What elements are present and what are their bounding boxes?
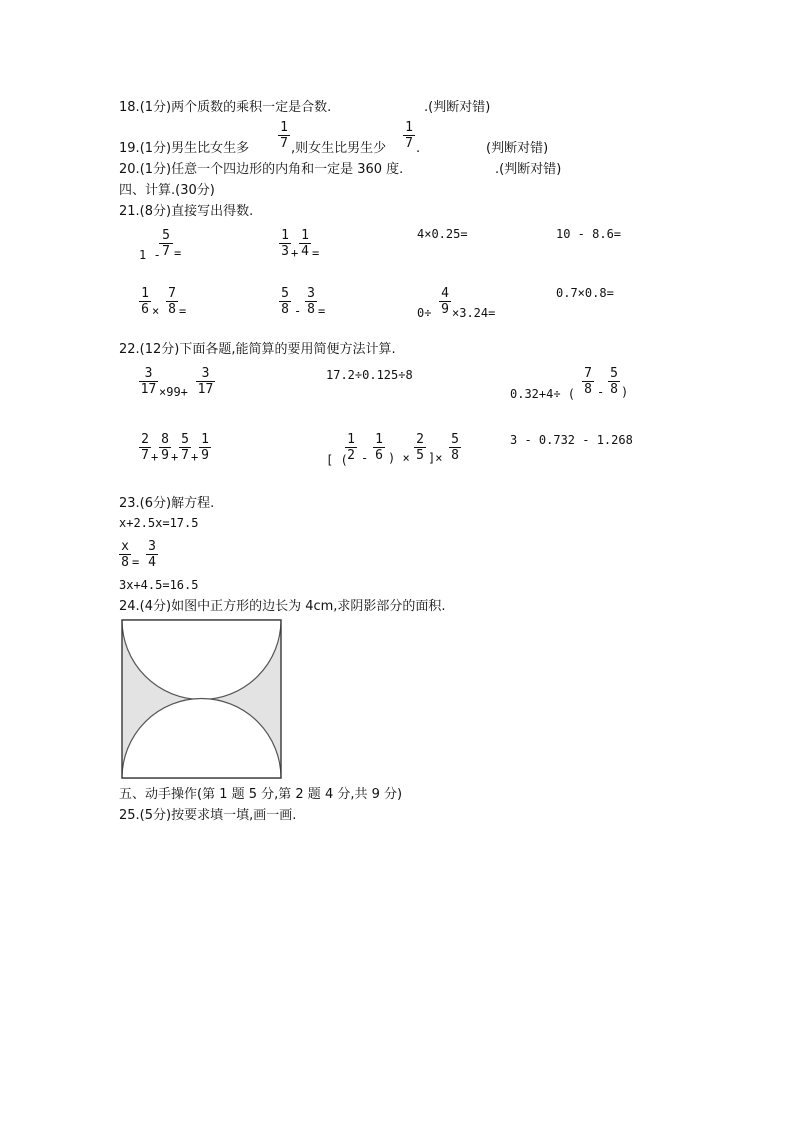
q19-fraction-1: 1 7	[278, 120, 290, 151]
q19-text1: 男生比女生多	[171, 141, 250, 156]
q23-equation-3: 3x+4.5=16.5	[119, 578, 199, 592]
q21b-fraction-1: 1 3	[279, 228, 291, 259]
q19-text2: ,则女生比男生少	[291, 141, 387, 156]
q21g-fraction: 4 9	[439, 286, 451, 317]
q22d-fraction-3: 5 7	[179, 432, 191, 463]
q21h-expression: 0.7×0.8=	[556, 286, 614, 300]
q22c-fraction-1: 7 8	[582, 366, 594, 397]
q21f-fraction-2: 3 8	[305, 286, 317, 317]
q21e-operator: ×	[152, 304, 160, 318]
q22-heading: 22.(12分)下面各题,能简算的要用简便方法计算.	[119, 342, 396, 357]
q23-heading: 23.(6分)解方程.	[119, 496, 215, 511]
q18-number: 18.	[119, 100, 140, 115]
q20-score: (1分)	[139, 162, 172, 177]
q18-line	[119, 100, 331, 116]
q22c-operator: -	[597, 385, 605, 399]
q22d-operator-3: +	[191, 450, 199, 464]
q21g-prefix: 0÷	[417, 306, 432, 320]
q22e-fraction-3: 2 5	[414, 432, 426, 463]
q21c-expression: 4×0.25=	[417, 227, 468, 241]
q21f-fraction-1: 5 8	[279, 286, 291, 317]
q22d-operator-1: +	[151, 450, 159, 464]
q23-equation-1: x+2.5x=17.5	[119, 516, 199, 530]
q22e-fraction-4: 5 8	[449, 432, 461, 463]
q21g-suffix: ×3.24=	[452, 306, 496, 320]
q18-text: 两个质数的乘积一定是合数.	[171, 100, 332, 115]
q22e-fraction-1: 1 2	[345, 432, 357, 463]
q22e-operator-3: ]×	[428, 451, 443, 465]
q21b-fraction-2: 1 4	[299, 228, 311, 259]
q21e-fraction-2: 7 8	[166, 286, 178, 317]
q22c-fraction-2: 5 8	[608, 366, 620, 397]
q22c-prefix: 0.32+4÷ (	[510, 387, 576, 401]
q22d-fraction-2: 8 9	[159, 432, 171, 463]
q22a-fraction-1: 3 17	[140, 366, 157, 397]
q20-number: 20.	[119, 162, 140, 177]
q22e-operator-2: ) ×	[388, 451, 410, 465]
q21f-equals: =	[318, 304, 326, 318]
q19-line-start	[119, 141, 249, 157]
q22d-fraction-4: 1 9	[199, 432, 211, 463]
q18-judge: .(判断对错)	[424, 100, 491, 115]
q20-text: 任意一个四边形的内角和一定是 360 度.	[171, 162, 404, 177]
q22e-open: [ (	[326, 453, 348, 467]
q19-fraction-2: 1 7	[403, 120, 415, 151]
q22a-middle: ×99+	[159, 385, 188, 399]
q22d-fraction-1: 2 7	[139, 432, 151, 463]
q20-line	[119, 162, 403, 178]
q23-eq2-fraction-1: x 8	[119, 539, 131, 570]
q19-number: 19.	[119, 141, 140, 156]
q22b-expression: 17.2÷0.125÷8	[326, 368, 413, 382]
q22d-operator-2: +	[171, 450, 179, 464]
q19-score: (1分)	[139, 141, 172, 156]
q21b-operator: +	[291, 246, 299, 260]
q23-eq2-operator: =	[132, 555, 140, 569]
q19-tail: .	[416, 141, 421, 156]
q18-score: (1分)	[139, 100, 172, 115]
q23-eq2-fraction-2: 3 4	[146, 539, 158, 570]
q21a-equals: =	[174, 246, 182, 260]
q21f-operator: -	[294, 304, 302, 318]
q22a-fraction-2: 3 17	[197, 366, 214, 397]
q19-judge: (判断对错)	[486, 141, 549, 156]
q21a-fraction: 5 7	[159, 228, 173, 259]
q21d-expression: 10 - 8.6=	[556, 227, 622, 241]
q21-heading: 21.(8分)直接写出得数.	[119, 204, 254, 219]
shaded-square-figure	[121, 619, 283, 780]
q22f-expression: 3 - 0.732 - 1.268	[510, 433, 633, 447]
q22c-close: )	[621, 385, 629, 399]
q24-heading: 24.(4分)如图中正方形的边长为 4cm,求阴影部分的面积.	[119, 599, 446, 614]
q25-heading: 25.(5分)按要求填一填,画一画.	[119, 808, 297, 823]
section-5-title: 五、动手操作(第 1 题 5 分,第 2 题 4 分,共 9 分)	[119, 787, 403, 802]
q21b-equals: =	[312, 246, 320, 260]
q21e-equals: =	[179, 304, 187, 318]
q20-judge: .(判断对错)	[495, 162, 562, 177]
section-4-title: 四、计算.(30分)	[119, 183, 215, 198]
q21e-fraction-1: 1 6	[139, 286, 151, 317]
q21a-prefix: 1 -	[139, 248, 161, 262]
q22e-operator-1: -	[361, 451, 369, 465]
q22e-fraction-2: 1 6	[373, 432, 385, 463]
